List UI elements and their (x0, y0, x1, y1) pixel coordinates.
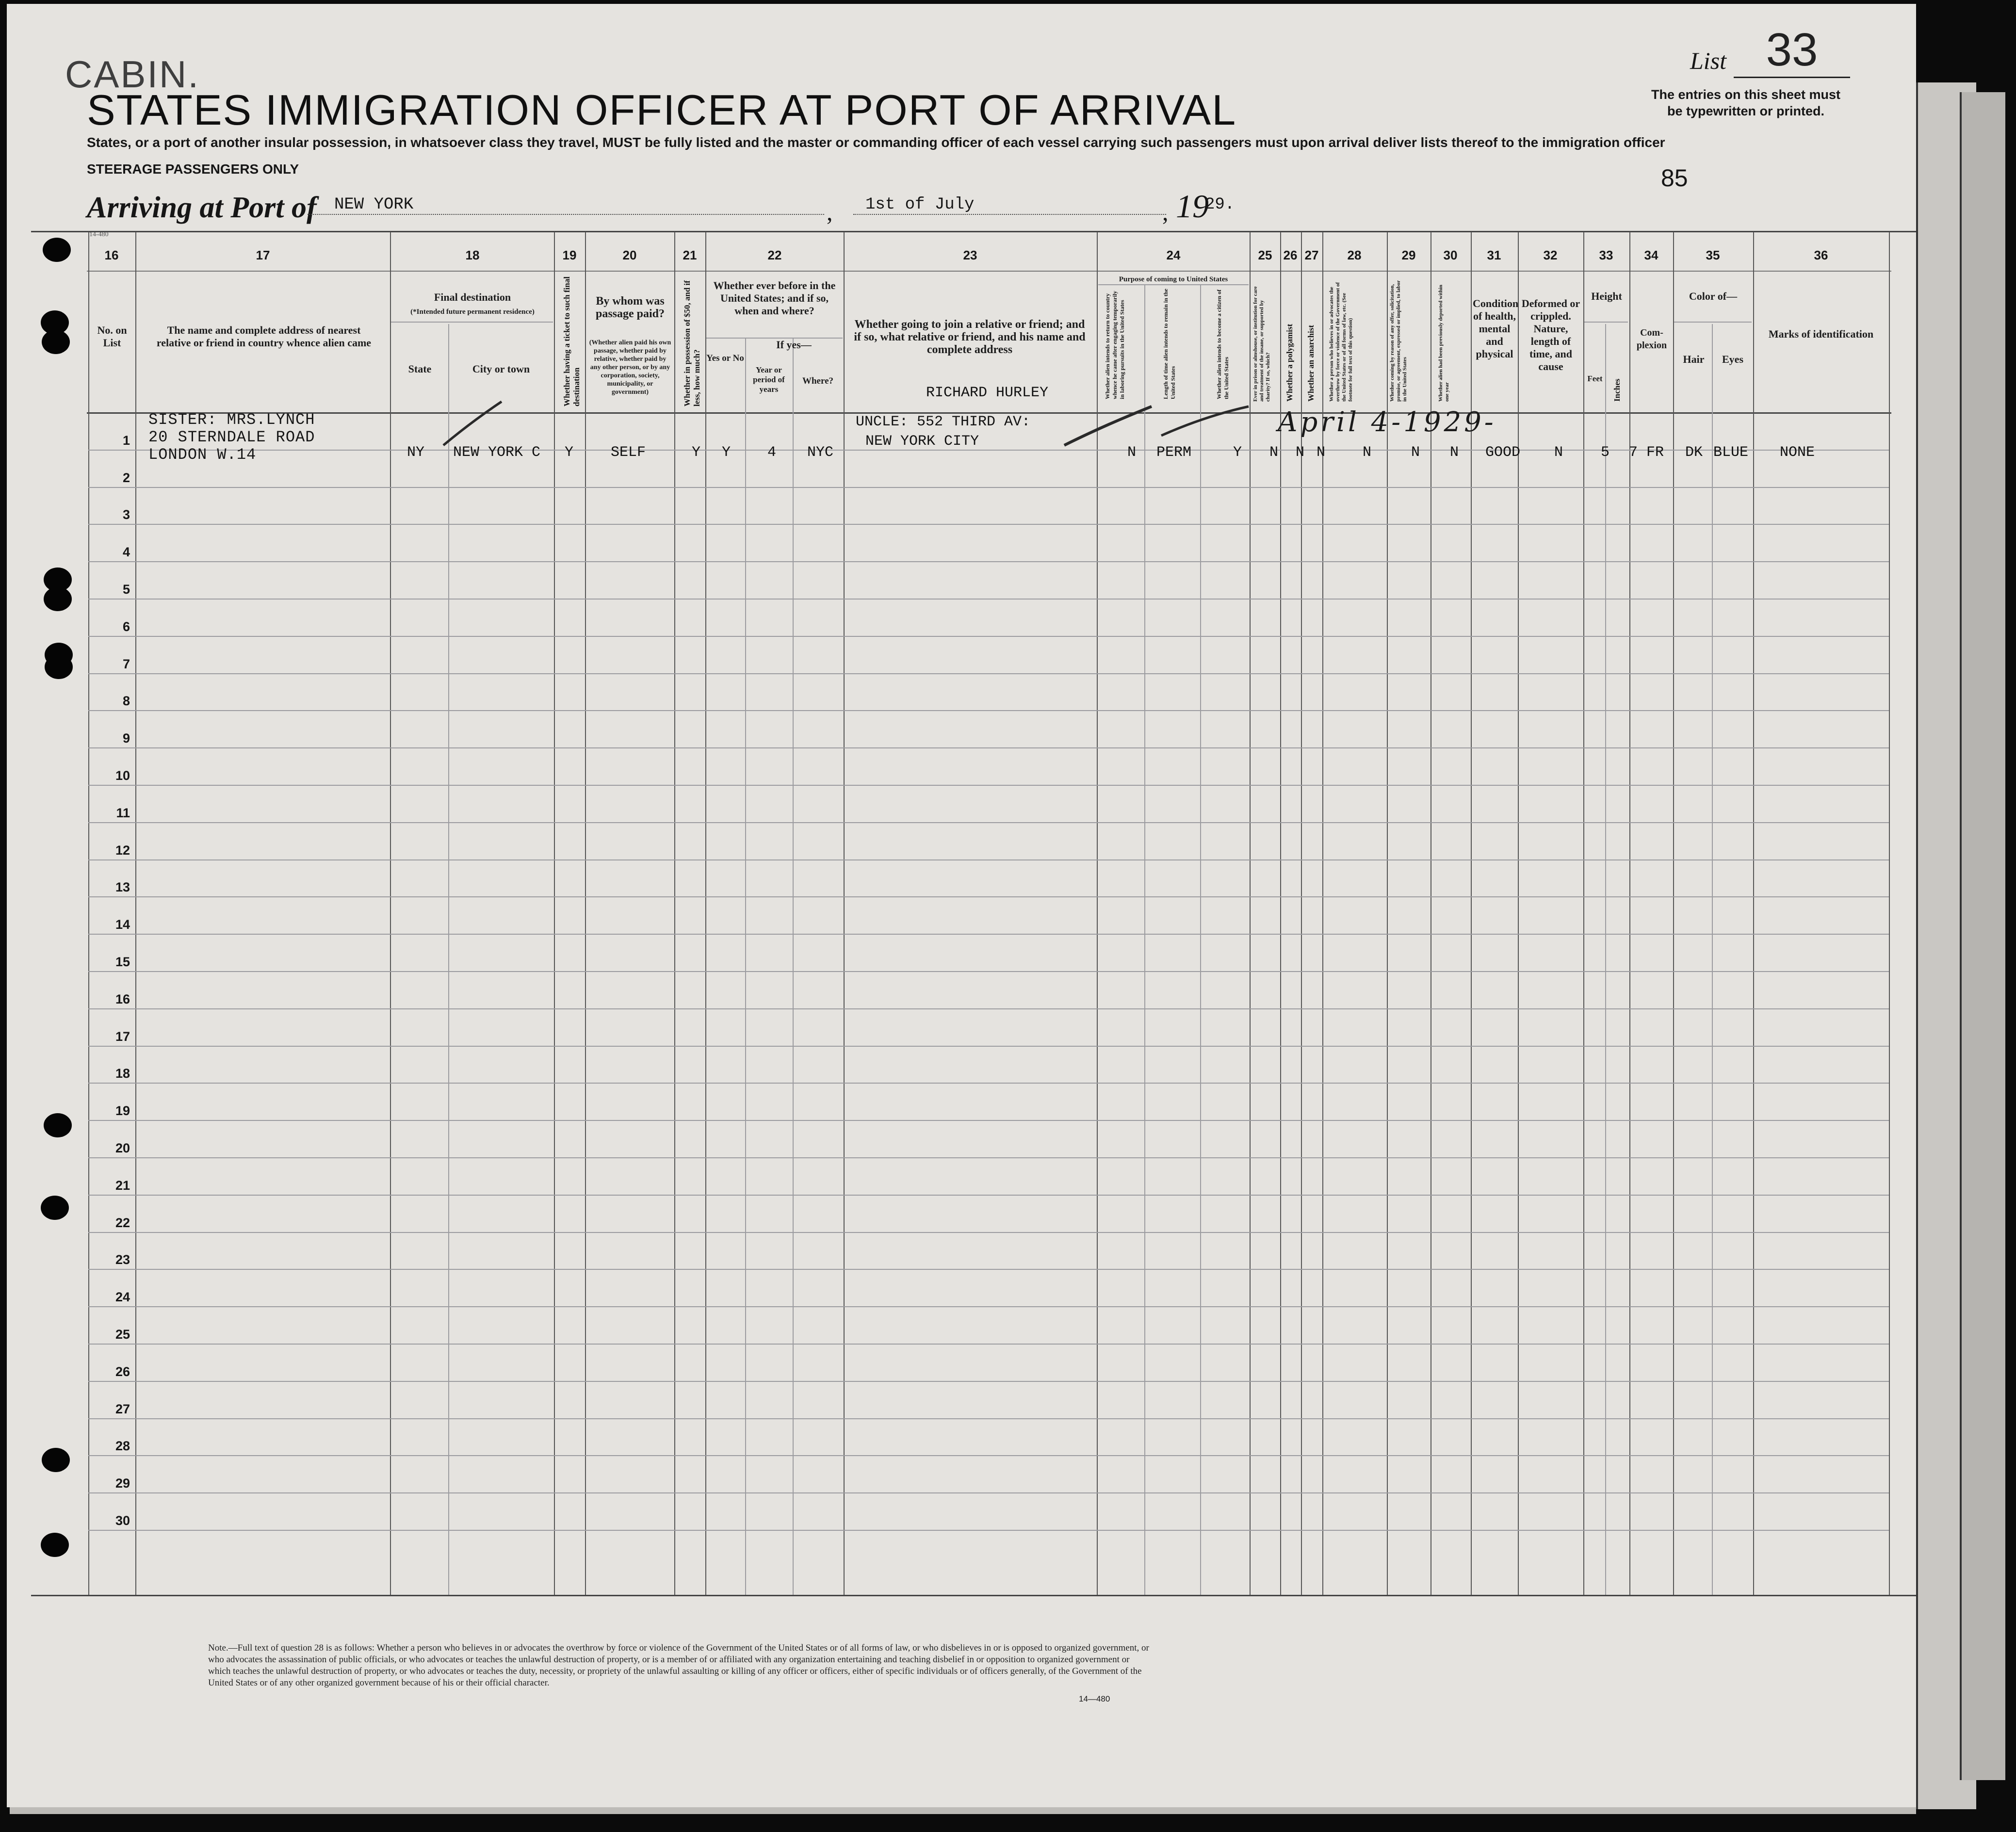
row-number: 9 (122, 731, 130, 746)
cell-health: GOOD (1485, 444, 1521, 461)
header-height: Height (1591, 290, 1622, 302)
cell-offer: N (1411, 444, 1420, 461)
row-number: 20 (115, 1141, 130, 1155)
column-number: 28 (1347, 248, 1362, 262)
header-marks: Marks of identification (1768, 328, 1874, 340)
header-purpose-citizen: Whether alien intends to become a citizen of the United States (1216, 289, 1230, 399)
cell-hair: DK (1685, 444, 1703, 461)
row-number: 28 (115, 1439, 130, 1454)
header-join-relative: Whether going to join a relative or friend; and if so, what relative or friend, and his name and complete address (854, 318, 1086, 356)
cell-state: NY (407, 444, 425, 461)
row-number: 11 (116, 805, 130, 820)
row-number: 26 (115, 1364, 130, 1379)
column-number: 34 (1644, 248, 1658, 262)
row-number: 3 (122, 507, 130, 522)
header-state: State (408, 363, 432, 375)
header-passage: By whom was passage paid? (595, 295, 665, 320)
cell-join-line1: UNCLE: 552 THIRD AV: (856, 414, 1031, 430)
cell-return: N (1127, 444, 1137, 461)
row-number: 27 (115, 1401, 130, 1416)
row-number: 7 (122, 656, 130, 671)
column-number: 21 (683, 248, 697, 262)
manifest-page (7, 4, 1916, 1807)
header-final-destination: Final destination (434, 291, 511, 303)
header-offer: Whether coming by reason of any offer, solicitation, promise, or agreement, expressed or implied, to labor in the United States (1389, 280, 1408, 402)
column-number: 33 (1599, 248, 1613, 262)
cell-eyes: BLUE (1713, 444, 1749, 461)
form-code: 14-480 (89, 231, 109, 238)
header-ever-before: Whether ever before in the United States; and if so, when and where? (713, 279, 836, 317)
row-number: 22 (115, 1215, 130, 1230)
row-number: 10 (115, 768, 130, 783)
punch-hole (41, 1196, 69, 1220)
column-number: 23 (963, 248, 977, 262)
cell-ticket: Y (565, 444, 574, 461)
punch-hole (43, 238, 71, 262)
row-number: 19 (115, 1103, 130, 1119)
pen-strokes (7, 4, 1916, 1807)
row-number: 13 (115, 880, 130, 895)
cell-citizen: Y (1233, 444, 1242, 461)
row-number: 23 (115, 1252, 130, 1267)
entries-note: The entries on this sheet must be typewritten or printed. (1651, 87, 1841, 118)
cell-deformed: N (1554, 444, 1563, 461)
column-number: 18 (465, 248, 480, 262)
row-number: 15 (115, 955, 130, 969)
arriving-label: Arriving at Port of (87, 191, 317, 224)
header-color: Color of— (1689, 290, 1738, 302)
list-label: List (1690, 47, 1727, 74)
handwritten-annotation: April 4-1929- (1278, 406, 1496, 438)
row-number: 6 (122, 619, 130, 634)
cell-where: NYC (807, 444, 834, 461)
cell-marks: NONE (1780, 444, 1815, 461)
cell-passage: SELF (611, 444, 646, 461)
list-number: 33 (1734, 23, 1850, 78)
header-purpose-length: Length of time alien intends to remain in the United States (1162, 289, 1176, 399)
cell-overthrow: N (1363, 444, 1372, 461)
row-number: 29 (115, 1476, 130, 1491)
column-number: 31 (1487, 248, 1501, 262)
date-field: 1st of July (853, 195, 1166, 215)
column-number: 27 (1304, 248, 1319, 262)
footnote: Note.—Full text of question 28 is as follows: Whether a person who believes in or advocates the overthrow by force or violence of the Government of the United States or of all forms of law, or who disbelieves in or is opposed to organized government, or who advocates the assassination of public officials, or who advocates or teaches the unlawful destruction of property, or is a member of or affiliated with any organization entertaining and teaching disbelief in or opposition to organized government or which teaches the unlawful destruction of property, or who advocates or teaches the duty, necessity, or propriety of the unlawful assaulting or killing of any officer or officers, either of specific individuals or of officers generally, of the Government of the United States or of any other organized government because of his or their official character. (208, 1643, 1149, 1688)
cell-years: 4 (767, 444, 777, 461)
row-number: 8 (122, 694, 130, 709)
cell-ever-before: Y (722, 444, 731, 461)
comma-separator: , (827, 198, 833, 226)
header-feet: Feet (1587, 374, 1603, 383)
cell-prison: N (1269, 444, 1279, 461)
header-passage-note: (Whether alien paid his own passage, whether paid by relative, whether paid by any other person, or by any corporation, society, municipality, or government) (589, 339, 671, 396)
header-deported: Whether alien had been previously deported within one year (1438, 284, 1450, 402)
cell-length: PERM (1156, 444, 1192, 461)
relative-line: SISTER: MRS.LYNCH (148, 411, 315, 429)
punch-hole (44, 1113, 72, 1137)
header-no-on-list: No. on List (97, 324, 127, 349)
punch-hole (45, 655, 73, 679)
row-number: 12 (115, 843, 130, 858)
column-number: 32 (1543, 248, 1558, 262)
row-number: 18 (115, 1066, 130, 1081)
row-number: 2 (122, 470, 130, 485)
row-number: 21 (115, 1178, 130, 1193)
cell-city: NEW YORK C (453, 444, 541, 461)
cell-anarchist: N (1317, 444, 1326, 461)
year-suffix: 29. (1205, 195, 1235, 214)
punch-hole (42, 330, 70, 354)
column-number: 19 (562, 248, 577, 262)
header-anarchist: Whether an anarchist (1306, 324, 1316, 402)
sheet-edge-bottom (10, 1807, 1916, 1814)
cell-complexion: FR (1646, 444, 1664, 461)
cell-inches: 7 (1629, 444, 1638, 461)
port-field: NEW YORK (308, 195, 824, 215)
header-purpose-return: Whether alien intends to return to country whence he came after engaging temporarily in laboring pursuits in the United States (1104, 291, 1125, 399)
column-number: 36 (1814, 248, 1828, 262)
column-number: 35 (1706, 248, 1720, 262)
cell-fifty: Y (692, 444, 701, 461)
column-number: 16 (104, 248, 119, 262)
header-yes-no: Yes or No (706, 353, 744, 363)
header-if-yes: If yes— (776, 339, 812, 351)
header-purpose: Purpose of coming to United States (1119, 276, 1228, 283)
column-number: 24 (1166, 248, 1181, 262)
header-years: Year or period of years (753, 365, 785, 394)
comma-separator: , (1162, 198, 1169, 226)
header-city: City or town (472, 363, 530, 375)
relative-line: LONDON W.14 (148, 446, 257, 464)
header-overthrow: Whether a person who believes in or advocates the overthrow by force or violence of the Government of the United States or of all forms of law, etc. (See footnote for full text of this question) (1329, 282, 1353, 402)
header-deformed: Deformed or crippled. Nature, length of time, and cause (1521, 297, 1580, 373)
row-number: 4 (122, 545, 130, 560)
cell-deported: N (1450, 444, 1459, 461)
row-number: 17 (115, 1029, 130, 1044)
column-number: 30 (1443, 248, 1458, 262)
sheet-edge (1960, 92, 2005, 1780)
cell-join-line2: NEW YORK CITY (865, 433, 979, 450)
relative-line: 20 STERNDALE ROAD (148, 428, 315, 446)
steerage-label: STEERAGE PASSENGERS ONLY (87, 162, 299, 177)
column-number: 25 (1258, 248, 1272, 262)
cell-join-name: RICHARD HURLEY (926, 385, 1049, 401)
column-number: 29 (1401, 248, 1416, 262)
header-final-destination-note: (*Intended future permanent residence) (410, 308, 535, 316)
column-number: 17 (256, 248, 270, 262)
header-polygamist: Whether a polygamist (1285, 324, 1294, 402)
header-relative-address: The name and complete address of nearest relative or friend in country whence alien came (156, 324, 372, 349)
punch-hole (42, 1448, 70, 1472)
row-number: 25 (115, 1327, 130, 1342)
header-fifty-dollars: Whether in possession of $50, and if less, how much? (683, 280, 701, 406)
column-number: 26 (1283, 248, 1298, 262)
page-title: STATES IMMIGRATION OFFICER AT PORT OF ARRIVAL (87, 86, 1237, 134)
intro-text: States, or a port of another insular possession, in whatsoever class they travel, MUST be fully listed and the master or commanding officer of each vessel carrying such passengers must upon arrival deliver lists thereof to the immigration officer (87, 135, 1665, 150)
column-number: 22 (767, 248, 782, 262)
row-number: 5 (122, 582, 130, 597)
header-hair: Hair (1683, 353, 1705, 365)
header-health: Condition of health, mental and physical (1473, 297, 1519, 360)
header-prison: Ever in prison or almshouse, or institution for care and treatment of the insane, or supported by charity? If so, which? (1252, 286, 1271, 402)
year-prefix: 19 (1176, 188, 1209, 225)
cell-feet: 5 (1601, 444, 1610, 461)
footnote-code: 14—480 (1079, 1694, 1110, 1703)
row-number: 30 (115, 1513, 130, 1528)
column-number: 20 (622, 248, 637, 262)
row-number: 1 (122, 433, 130, 448)
cabin-stamp: CABIN. (65, 53, 200, 96)
punch-hole (44, 587, 72, 611)
header-eyes: Eyes (1722, 353, 1743, 365)
header-ticket: Whether having a ticket to such final destination (562, 276, 581, 406)
header-complexion: Com- plexion (1636, 327, 1667, 351)
row-number: 24 (115, 1290, 130, 1305)
punch-hole (41, 1533, 69, 1557)
row-number: 14 (115, 917, 130, 932)
cell-polygamist: N (1296, 444, 1305, 461)
header-where: Where? (802, 376, 834, 386)
row-number: 16 (115, 991, 130, 1006)
header-inches: Inches (1612, 378, 1622, 402)
sheet-number: 85 (1661, 164, 1688, 192)
